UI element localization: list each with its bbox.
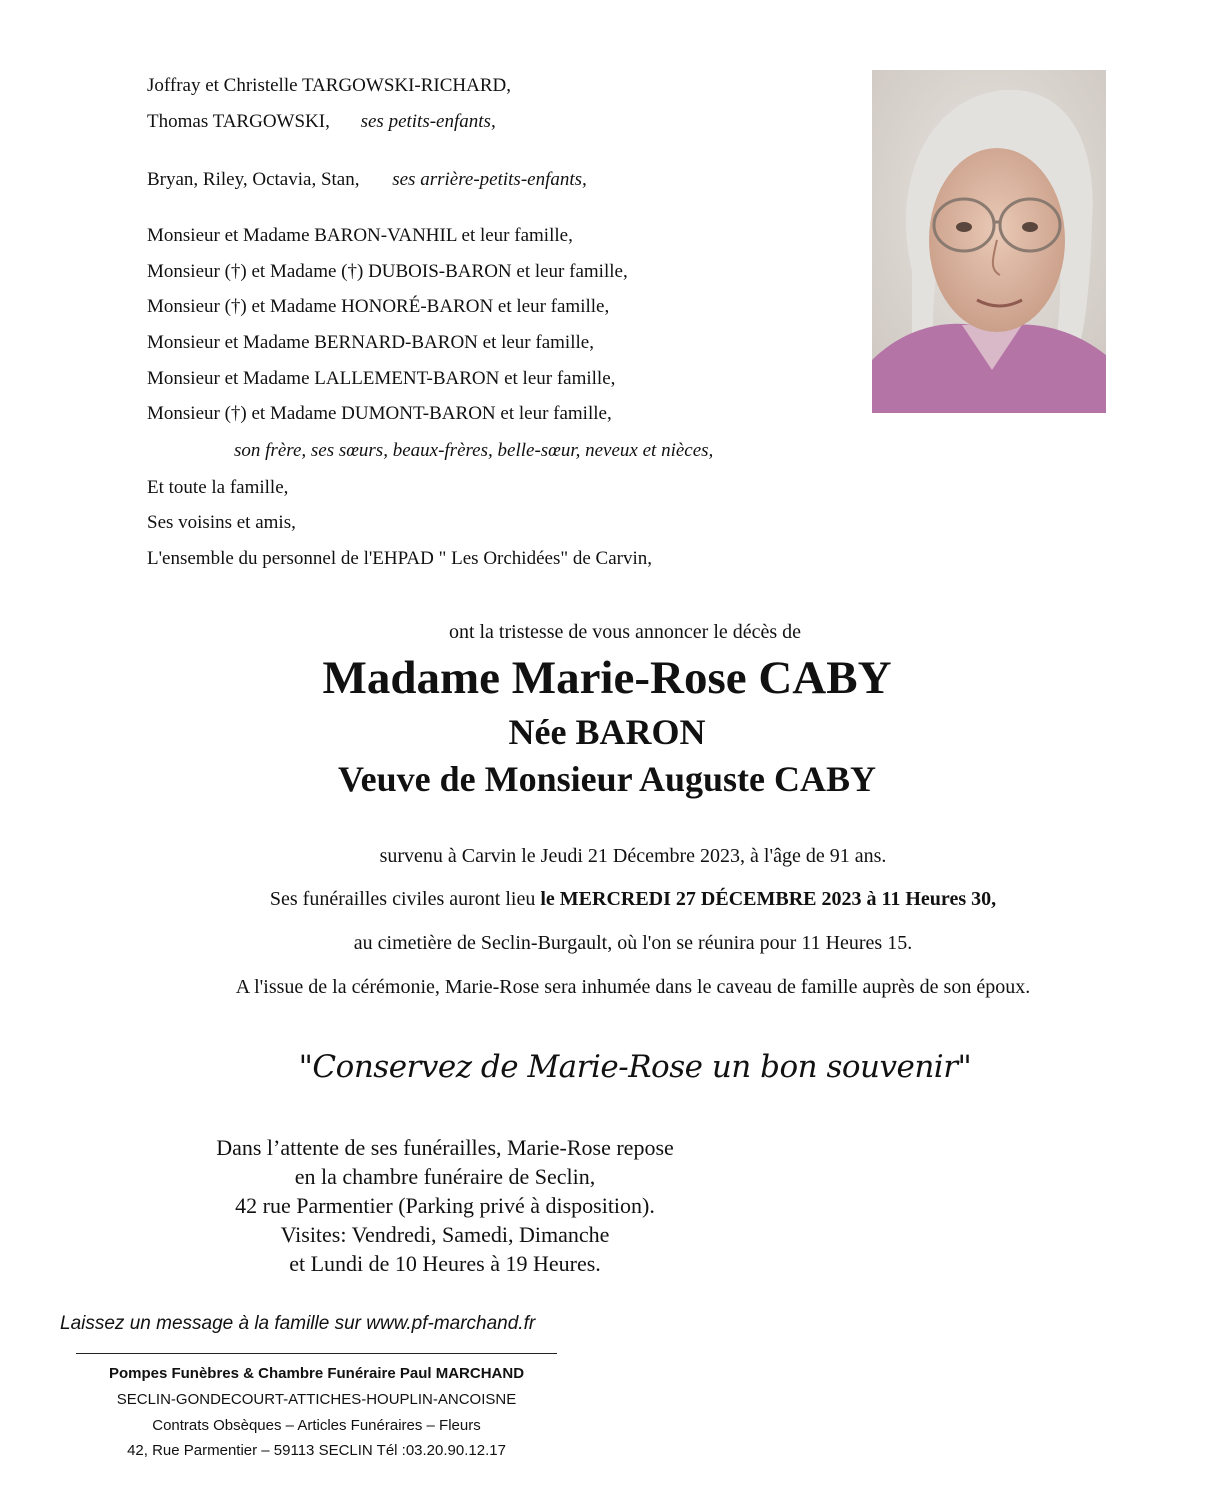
- siblings-relation: son frère, ses sœurs, beaux-frères, belle-sœur, neveux et nièces,: [234, 440, 714, 461]
- great-grandchildren-line: [147, 170, 587, 189]
- funeral-place: au cimetière de Seclin-Burgault, où l'on se réunira pour 11 Heures 15.: [353, 932, 913, 954]
- sibling-line: Monsieur et Madame BERNARD-BARON et leur famille,: [147, 332, 594, 353]
- visitation-line: en la chambre funéraire de Seclin,: [294, 1164, 596, 1189]
- visitation-line: Visites: Vendredi, Samedi, Dimanche: [280, 1222, 610, 1247]
- sibling-line: Monsieur (†) et Madame HONORÉ-BARON et leur famille,: [147, 296, 610, 317]
- announcement-intro: ont la tristesse de vous annoncer le décès de: [448, 621, 802, 643]
- grandchildren-line-1: Joffray et Christelle TARGOWSKI-RICHARD,: [147, 75, 512, 96]
- burial-details: A l'issue de la cérémonie, Marie-Rose sera inhumée dans le caveau de famille auprès de son époux.: [235, 976, 1031, 998]
- death-details: survenu à Carvin le Jeudi 21 Décembre 2023, à l'âge de 91 ans.: [379, 845, 887, 867]
- website-message: Laissez un message à la famille sur www.pf-marchand.fr: [60, 1313, 536, 1334]
- widow-of: Veuve de Monsieur Auguste CABY: [337, 759, 877, 799]
- funeral-date: le MERCREDI 27 DÉCEMBRE 2023 à 11 Heures 30,: [540, 888, 997, 910]
- portrait-illustration: [872, 70, 1106, 413]
- visitation-line: Dans l’attente de ses funérailles, Marie-Rose repose: [216, 1135, 674, 1160]
- great-grandchildren-relation: ses arrière-petits-enfants,: [392, 169, 587, 190]
- deceased-name: Madame Marie-Rose CABY: [322, 652, 892, 704]
- sibling-line: Monsieur et Madame BARON-VANHIL et leur famille,: [147, 225, 573, 246]
- sibling-line: Monsieur (†) et Madame DUMONT-BARON et leur famille,: [147, 403, 612, 424]
- great-grandchildren-names: Bryan, Riley, Octavia, Stan,: [147, 169, 360, 190]
- footer-divider: [76, 1353, 557, 1354]
- others-line: Et toute la famille,: [147, 477, 289, 498]
- visitation-line: et Lundi de 10 Heures à 19 Heures.: [289, 1251, 601, 1276]
- sibling-line: Monsieur (†) et Madame (†) DUBOIS-BARON et leur famille,: [147, 261, 628, 282]
- portrait-photo: [872, 70, 1106, 413]
- grandchild-name: Thomas TARGOWSKI,: [147, 111, 330, 132]
- company-name: Pompes Funèbres & Chambre Funéraire Paul MARCHAND: [108, 1365, 525, 1382]
- company-locations: SECLIN-GONDECOURT-ATTICHES-HOUPLIN-ANCOISNE: [116, 1391, 517, 1408]
- others-line: L'ensemble du personnel de l'EHPAD " Les Orchidées" de Carvin,: [147, 548, 652, 569]
- maiden-name: Née BARON: [508, 712, 706, 752]
- company-address: 42, Rue Parmentier – 59113 SECLIN Tél :03.20.90.12.17: [127, 1442, 506, 1459]
- visitation-line: 42 rue Parmentier (Parking privé à disposition).: [235, 1193, 655, 1218]
- funeral-details: [26, 888, 1214, 911]
- grandchildren-line-2: [147, 112, 496, 131]
- sibling-line: Monsieur et Madame LALLEMENT-BARON et leur famille,: [147, 368, 616, 389]
- others-line: Ses voisins et amis,: [147, 512, 296, 533]
- funeral-prefix: Ses funérailles civiles auront lieu: [269, 888, 536, 910]
- grandchildren-relation: ses petits-enfants,: [360, 111, 496, 132]
- company-services: Contrats Obsèques – Articles Funéraires – Fleurs: [152, 1417, 481, 1434]
- memorial-quote: "Conservez de Marie-Rose un bon souvenir": [298, 1049, 972, 1085]
